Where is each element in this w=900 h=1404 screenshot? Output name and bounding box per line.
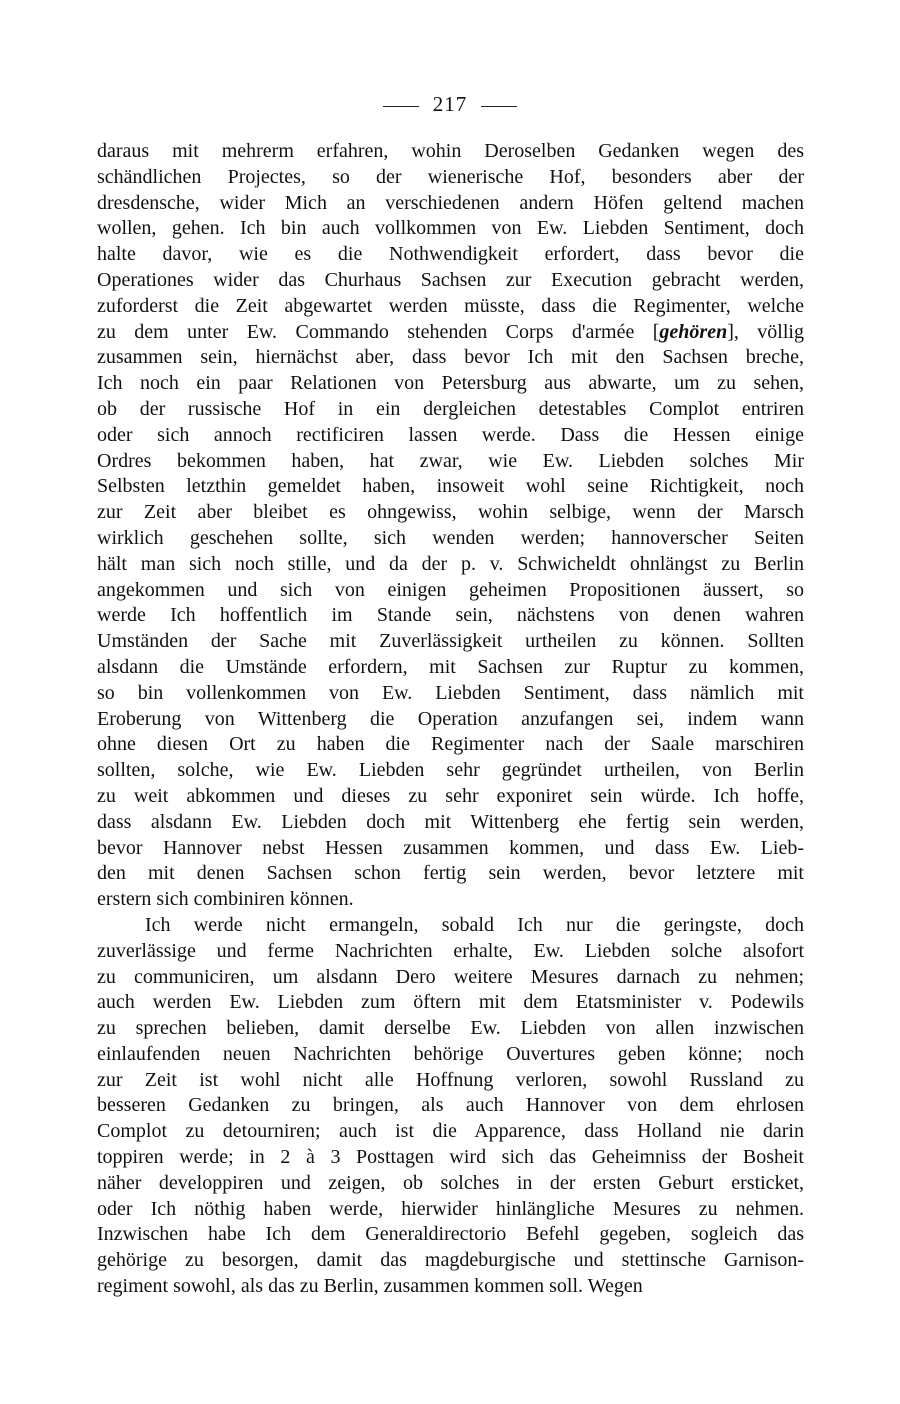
text-line: gehörige zu besorgen, damit das magdeburgische und stettinsche Garnison-	[97, 1249, 804, 1272]
text-line: sollten, solche, wie Ew. Liebden sehr gegründet urtheilen, von Berlin	[97, 759, 804, 782]
paragraph	[97, 913, 804, 1300]
text-line: oder sich annoch rectificiren lassen werde. Dass die Hessen einige	[97, 423, 804, 446]
text-line: schändlichen Projectes, so der wienerische Hof, besonders aber der	[97, 165, 804, 188]
text-line: besseren Gedanken zu bringen, als auch Hannover von dem ehrlosen	[97, 1094, 804, 1117]
body-text	[97, 139, 804, 1300]
text-line: zu sprechen belieben, damit derselbe Ew. Liebden von allen inzwischen	[97, 1017, 804, 1040]
paragraph	[97, 139, 804, 913]
text-line: näher developpiren und zeigen, ob solches in der ersten Geburt ersticket,	[97, 1171, 804, 1194]
text-line: zur Zeit aber bleibet es ohngewiss, wohin selbige, wenn der Marsch	[97, 501, 804, 524]
text-line: halte davor, wie es die Nothwendigkeit erfordert, dass bevor die	[97, 243, 804, 266]
text-line: zuforderst die Zeit abgewartet werden müsste, dass die Regimenter, welche	[97, 294, 804, 317]
text-line: oder Ich nöthig haben werde, hierwider hinlängliche Mesures zu nehmen.	[97, 1197, 804, 1220]
text-line: bevor Hannover nebst Hessen zusammen kommen, und dass Ew. Lieb-	[97, 836, 804, 859]
text-line: Ordres bekommen haben, hat zwar, wie Ew. Liebden solches Mir	[97, 449, 804, 472]
text-line: werde Ich hoffentlich im Stande sein, nächstens von denen wahren	[97, 604, 804, 627]
text-line: Eroberung von Wittenberg die Operation anzufangen sei, indem wann	[97, 707, 804, 730]
text-line: dresdensche, wider Mich an verschiedenen andern Höfen geltend machen	[97, 191, 804, 214]
text-line: zusammen sein, hiernächst aber, dass bevor Ich mit den Sachsen breche,	[97, 346, 804, 369]
text-line: Ich werde nicht ermangeln, sobald Ich nur die geringste, doch	[145, 913, 804, 936]
text-line: zu weit abkommen und dieses zu sehr exponiret sein würde. Ich hoffe,	[97, 784, 804, 807]
text-line: alsdann die Umstände erfordern, mit Sachsen zur Ruptur zu kommen,	[97, 655, 804, 678]
text-line: Complot zu detourniren; auch ist die Apparence, dass Holland nie darin	[97, 1120, 804, 1143]
text-line: Inzwischen habe Ich dem Generaldirectorio Befehl gegeben, sogleich das	[97, 1223, 804, 1246]
header-rule-left	[383, 106, 419, 107]
text-line: Ich noch ein paar Relationen von Petersburg aus abwarte, um zu sehen,	[97, 372, 804, 395]
text-line: regiment sowohl, als das zu Berlin, zusammen kommen soll. Wegen	[97, 1275, 643, 1298]
text-line: erstern sich combiniren können.	[97, 888, 354, 911]
text-line: Umständen der Sache mit Zuverlässigkeit urtheilen zu können. Sollten	[97, 630, 804, 653]
text-line: zu communiciren, um alsdann Dero weitere Mesures darnach zu nehmen;	[97, 965, 804, 988]
text-line: ohne diesen Ort zu haben die Regimenter nach der Saale marschiren	[97, 733, 804, 756]
header-rule-right	[481, 106, 517, 107]
text-line: ob der russische Hof in ein dergleichen detestables Complot entriren	[97, 397, 804, 420]
text-line: den mit denen Sachsen schon fertig sein werden, bevor letztere mit	[97, 862, 804, 885]
page-number: 217	[432, 92, 468, 116]
text-line: so bin vollenkommen von Ew. Liebden Sentiment, dass nämlich mit	[97, 681, 804, 704]
text-line: hält man sich noch stille, und da der p. v. Schwicheldt ohnlängst zu Berlin	[97, 552, 804, 575]
text-line: Operationes wider das Churhaus Sachsen zur Execution gebracht werden,	[97, 268, 804, 291]
text-line: zuverlässige und ferme Nachrichten erhalte, Ew. Liebden solche alsofort	[97, 939, 804, 962]
text-line: angekommen und sich von einigen geheimen Propositionen äussert, so	[97, 578, 804, 601]
text-line: auch werden Ew. Liebden zum öftern mit dem Etatsminister v. Podewils	[97, 991, 804, 1014]
text-line: wollen, gehen. Ich bin auch vollkommen von Ew. Liebden Sentiment, doch	[97, 217, 804, 240]
text-line: Selbsten letzthin gemeldet haben, insoweit wohl seine Richtigkeit, noch	[97, 475, 804, 498]
text-line: zur Zeit ist wohl nicht alle Hoffnung verloren, sowohl Russland zu	[97, 1068, 804, 1091]
text-line: einlaufenden neuen Nachrichten behörige Ouvertures geben könne; noch	[97, 1042, 804, 1065]
page-header	[0, 90, 900, 118]
text-line: toppiren werde; in 2 à 3 Posttagen wird sich das Geheimniss der Bosheit	[97, 1146, 804, 1169]
text-line: zu dem unter Ew. Commando stehenden Corps d'armée [gehören], völlig	[97, 320, 804, 343]
text-line: dass alsdann Ew. Liebden doch mit Wittenberg ehe fertig sein werden,	[97, 810, 804, 833]
text-line: daraus mit mehrerm erfahren, wohin Deroselben Gedanken wegen des	[97, 140, 804, 162]
text-line: wirklich geschehen sollte, sich wenden werden; hannoverscher Seiten	[97, 526, 804, 549]
